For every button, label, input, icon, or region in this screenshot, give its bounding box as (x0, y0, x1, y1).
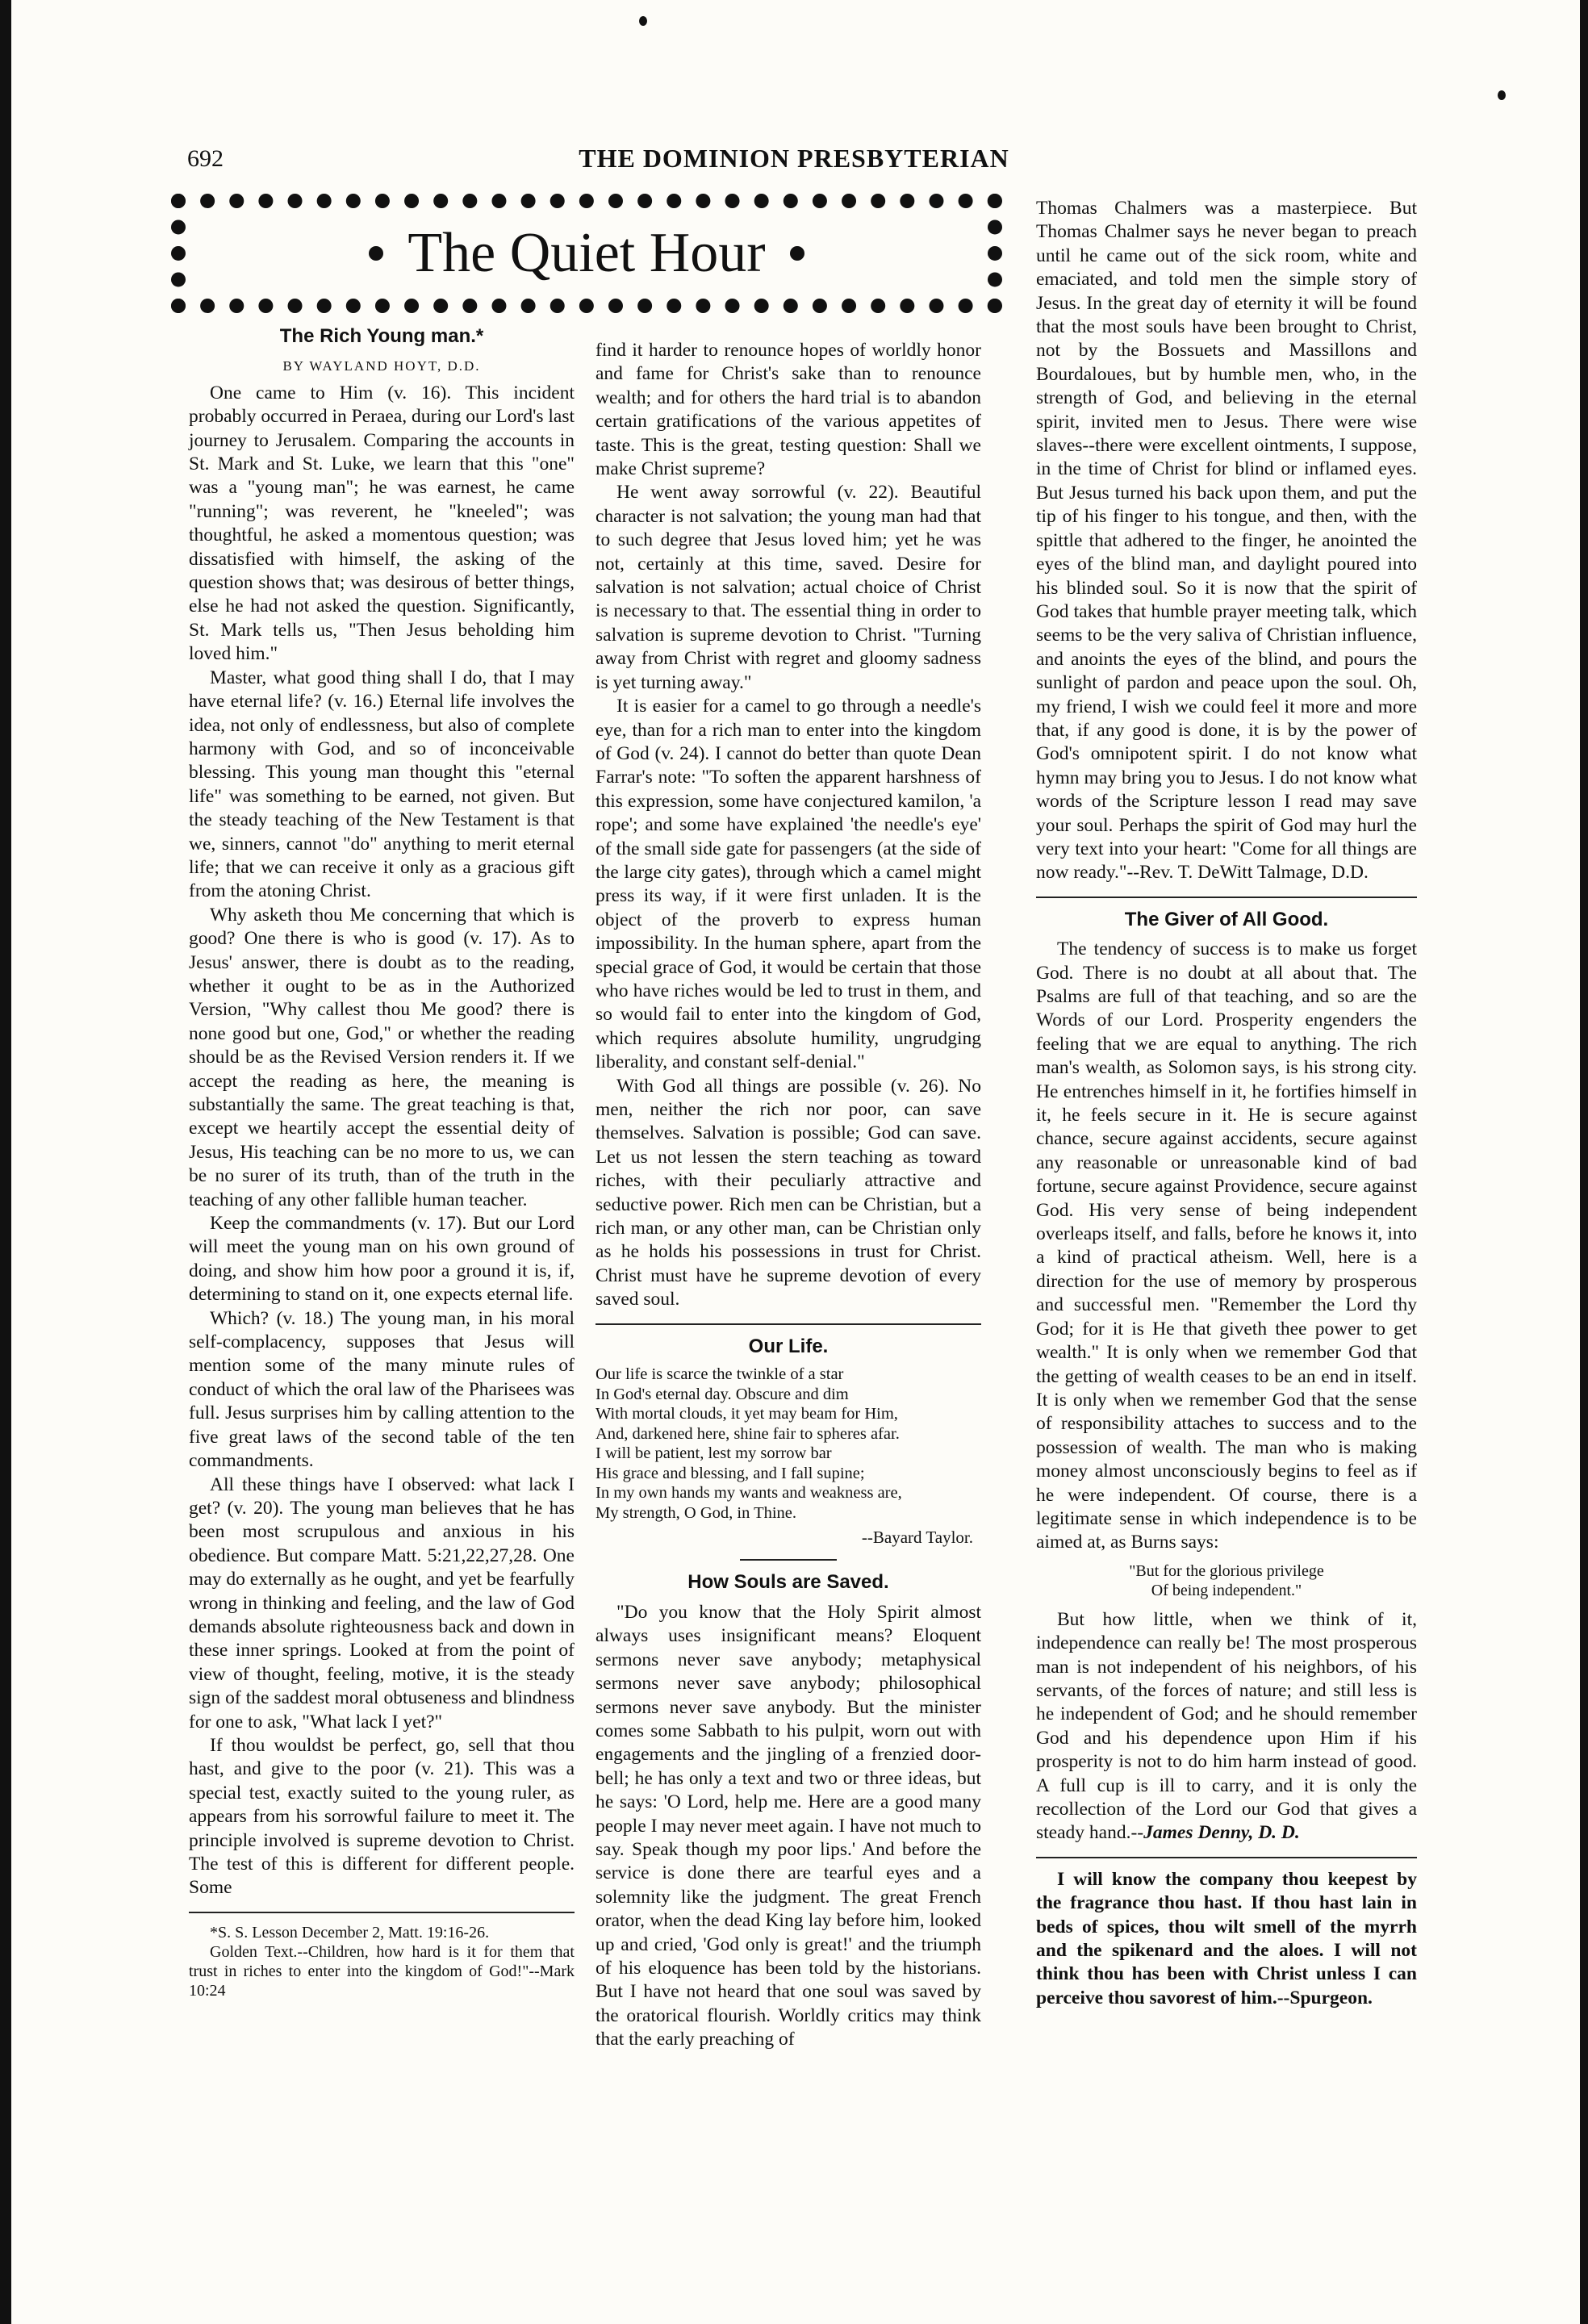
scan-speck (639, 16, 647, 26)
paragraph (1036, 1608, 1417, 1845)
divider (740, 1559, 837, 1561)
poem-line: In my own hands my wants and weakness are, (596, 1484, 902, 1503)
paragraph-text: But how little, when we think of it, independence can really be! The most prosperous man is not independent of his neighbors, of his servants, of the forces of nature; and still less is he independent of God; and he should remember God and his dependence upon Him if his prosperity is not to do him harm instead of good. A full cup is ill to carry, and it is only the recollection of the Lord our God that gives a steady hand.-- (1036, 1608, 1417, 1844)
paragraph: All these things have I observed: what lack I get? (v. 20). The young man believes that he has been most scrupulous and anxious in his obedience. But compare Matt. 5:21,22,27,28. One may do externally as he ought, and yet be fearfully wrong in thinking and feeling, and the law of God demands absolute righteousness back and down in these inner springs. Looked at from the point of view of thought, feeling, motive, it is the steady sign of the saddest moral obtuseness and blindness for one to ask, "What lack I yet?" (189, 1473, 575, 1733)
divider (1036, 1857, 1417, 1858)
paragraph: "Do you know that the Holy Spirit almost always uses insignificant means? Eloquent sermons never save anybody; metaphysical sermons never save anybody; philosophical sermons never save anybody. But the minister comes some Sabbath to his pulpit, worn out with engagements and the jingling of a frenzied door-bell; he has only a text and two or three ideas, but he says: 'O Lord, help me. Here are a good many people I may never meet again. I have not much to say. Speak though my poor lips.' And before the service is done there are tearful eyes and a solemnity like the judgment. The great French orator, when the dead King lay before him, looked up and cried, 'God only is great!' and the triumph of his eloquence has been told by the historians. But I have not heard that one soul was saved by the oratorical flourish. Worldly critics may think that the early preaching of (596, 1601, 981, 2050)
article-byline: BY WAYLAND HOYT, D.D. (282, 358, 481, 374)
scan-edge-right (1580, 0, 1588, 2324)
banner-title: The Quiet Hour (407, 222, 766, 284)
paragraph: With God all things are possible (v. 26). No men, neither the rich nor poor, can save themselves. Salvation is possible; God can save. Let us not lessen the stern teaching as toward riches, with their peculiarly attractive and seductive power. Rich men can be Christian, but a rich man, or any other man, can be Christian only as he holds his possessions in trust for Christ. Christ must have he supreme devotion of every saved soul. (596, 1075, 981, 1310)
footnote: *S. S. Lesson December 2, Matt. 19:16-26. (210, 1923, 490, 1942)
poem (596, 1365, 981, 1523)
divider (189, 1912, 575, 1913)
quote (1036, 1561, 1417, 1600)
paragraph: He went away sorrowful (v. 22). Beautiful character is not salvation; the young man had that to such degree that Jesus loved him; yet he was not, certainly at this time, saved. Desire for salvation is not salvation; actual choice of Christ is necessary to that. The essential thing in order to salvation is supreme devotion to Christ. "Turning away from Christ with regret and gloomy sadness is yet turning away." (596, 482, 981, 693)
paragraph: One came to Him (v. 16). This incident probably occurred in Peraea, during our Lord's last journey to Jerusalem. Comparing the accounts in St. Mark and St. Luke, we learn that this "one" was a "young man"; he was earnest, he came "running"; was reverent, he "kneeled"; was thoughtful, he asked a momentous question; was dissatisfied with himself, the asking of the question shows that; was desirous of better things, else he had not asked the question. Significantly, St. Mark tells us, "Then Jesus beholding him loved him." (189, 382, 575, 665)
section-banner (171, 194, 1002, 313)
poem-line: I will be patient, lest my sorrow bar (596, 1444, 832, 1463)
page-number: 692 (187, 145, 224, 172)
paragraph: It is easier for a camel to go through a needle's eye, than for a rich man to enter into the kingdom of God (v. 24). I cannot do better than quote Dean Farrar's note: "To soften the apparent harshness of this expression, some have conjectured kamilon, 'a rope'; and some have explained 'the needle's eye' of the small side gate for passengers (at the side of the large city gates), through which a camel might press its way, if it were first unladen. It is the object of the proverb to express human impossibility. In the human sphere, apart from the special grace of God, it would be certain that those who have riches would be led to trust in them, and so would fail to enter into the kingdom of God, which requires absolute humility, ungrudging liberality, and constant self-denial." (596, 696, 981, 1073)
scan-speck (1498, 90, 1506, 100)
article-author: James Denny, D. D. (1143, 1822, 1300, 1844)
bullet-icon (790, 246, 804, 261)
paragraph: Why asketh thou Me concerning that which is good? One there is who is good (v. 17). As to Jesus' answer, there is doubt as to the reading, whether it ought to be as in the Authorized Version, "Why callest thou Me good? there is none good but one, God," or whether the reading should be as the Revised Version renders it. If we accept the reading as here, the meaning is substantially the same. The great teaching is that, except we heartily accept the essential deity of Jesus, His teaching can be no more to us, we can be no surer of its truth, than of the truth in the teaching of any other fallible human teacher. (189, 904, 575, 1210)
divider (1036, 897, 1417, 898)
paragraph: If thou wouldst be perfect, go, sell that thou hast, and give to the poor (v. 21). This was a special test, exactly suited to the young ruler, as appears from his sorrowful failure to meet it. The principle involved is supreme devotion to Christ. The test of this is different for different people. Some (189, 1734, 575, 1899)
poem-line: And, darkened here, shine fair to spheres afar. (596, 1424, 900, 1443)
paragraph: The tendency of success is to make us forget God. There is no doubt at all about that. The Psalms are full of that teaching, and so are the Words of our Lord. Prosperity engenders the feeling that we are equal to anything. The rich man's wealth, as Solomon says, is his strong city. He entrenches himself in it, he fortifies himself in it, he feels secure in it. He is secure against chance, secure against accidents, secure against any reasonable or unreasonable kind of bad fortune, secure against Providence, secure against God. His very sense of being independent overleaps itself, and falls, before he knows it, into a kind of practical atheism. Well, here is a direction for the use of memory by prosperous and successful men. "Remember the Lord thy God; for it is He that giveth thee power to get wealth." It is only when we remember God that the getting of wealth ceases to be an end in itself. It is only when we remember God that the sense of responsibility attaches to success and to the possession of wealth. The man who is making money almost unconsciously begins to feel as if he were independent. Of course, there is a legitimate sense in which independence is to be aimed at, as Burns says: (1036, 938, 1417, 1553)
publication-title: THE DOMINION PRESBYTERIAN (579, 144, 1009, 173)
article-title: How Souls are Saved. (687, 1571, 889, 1594)
paragraph: Master, what good thing shall I do, that I may have eternal life? (v. 16.) Eternal life involves the idea, not only of endlessness, but also of complete harmony with God, and so of inconceivable blessing. This young man thought this "eternal life" was something to be earned, not given. But the steady teaching of the New Testament is that we, sinners, cannot "do" anything to merit eternal life; that we can receive it only as a gracious gift from the atoning Christ. (189, 667, 575, 902)
poem-line: His grace and blessing, and I fall supine; (596, 1464, 865, 1482)
poem-line: My strength, O God, in Thine. (596, 1503, 797, 1522)
poem-title: Our Life. (748, 1335, 829, 1357)
column-3 (1036, 197, 1417, 2010)
poem-line: Our life is scarce the twinkle of a star (596, 1365, 844, 1384)
bullet-icon (369, 246, 383, 261)
golden-text: Golden Text.--Children, how hard is it for them that trust in riches to enter into the kingdom of God!"--Mark 10:24 (189, 1942, 575, 2000)
column-2 (596, 339, 981, 2052)
article-title: The Rich Young man.* (279, 325, 484, 347)
poem-author: --Bayard Taylor. (861, 1528, 973, 1548)
quote-line: "But for the glorious privilege (1129, 1561, 1324, 1580)
poem-line: With mortal clouds, it yet may beam for Him, (596, 1405, 898, 1423)
column-1 (189, 324, 575, 2000)
paragraph: Keep the commandments (v. 17). But our Lord will meet the young man on his own ground of doing, and show him how poor a ground it is, if, determining to stand on it, one expects eternal life. (189, 1213, 575, 1306)
paragraph: Thomas Chalmers was a masterpiece. But Thomas Chalmer says he never began to preach until he came out of the sick room, white and emaciated, and told men the simple story of Jesus. In the great day of eternity it will be found that the most souls have been brought to Christ, not by the Bossuets and Massillons and Bourdaloues, but by humble men, who, in the strength of God, and believing in the eternal spirit, invited men to Jesus. There were wise slaves--there were excellent ointments, I suppose, in the time of Christ for blind or inflamed eyes. But Jesus turned his back upon them, and put the tip of his finger to his tongue, and then, with the spittle that adhered to the finger, he anointed the eyes of the blind man, and daylight poured into his blinded soul. So it is now that the spirit of God takes that humble prayer meeting talk, which seems to be the very saliva of Christian influence, and anoints the eyes of the blind, and pours the sunlight of pardon and peace upon the soul. Oh, my friend, I wish we could feel it more and more that, if any good is done, it is by the power of God's omnipotent spirit. I do not know what hymn may bring you to Jesus. I do not know what words of the Scripture lesson I read may save your soul. Perhaps the spirit of God may hurl the very text into your heart: "Come for all things are now ready."--Rev. T. DeWitt Talmage, D.D. (1036, 198, 1417, 884)
divider (596, 1323, 981, 1325)
quote-line: Of being independent." (1151, 1581, 1302, 1599)
paragraph: Which? (v. 18.) The young man, in his moral self-complacency, supposes that Jesus will mention some of the many minute rules of conduct of which the oral law of the Pharisees was full. Jesus surprises him by calling attention to the five great laws of the second table of the ten commandments. (189, 1307, 575, 1472)
poem-line: In God's eternal day. Obscure and dim (596, 1385, 849, 1403)
paragraph: find it harder to renounce hopes of worldly honor and fame for Christ's sake than to renounce wealth; and for others the hard trial is to abandon certain gratifications of the various appetites of taste. This is the great, testing question: Shall we make Christ supreme? (596, 340, 981, 480)
article-title: The Giver of All Good. (1124, 908, 1329, 930)
scan-edge-left (0, 0, 11, 2324)
closing-quote: I will know the company thou keepest by the fragrance thou hast. If thou hast lain in beds of spices, thou wilt smell of the myrrh and the spikenard and the aloes. I will not think thou has been with Christ unless I can perceive thou savorest of him.--Spurgeon. (1036, 1868, 1417, 2008)
